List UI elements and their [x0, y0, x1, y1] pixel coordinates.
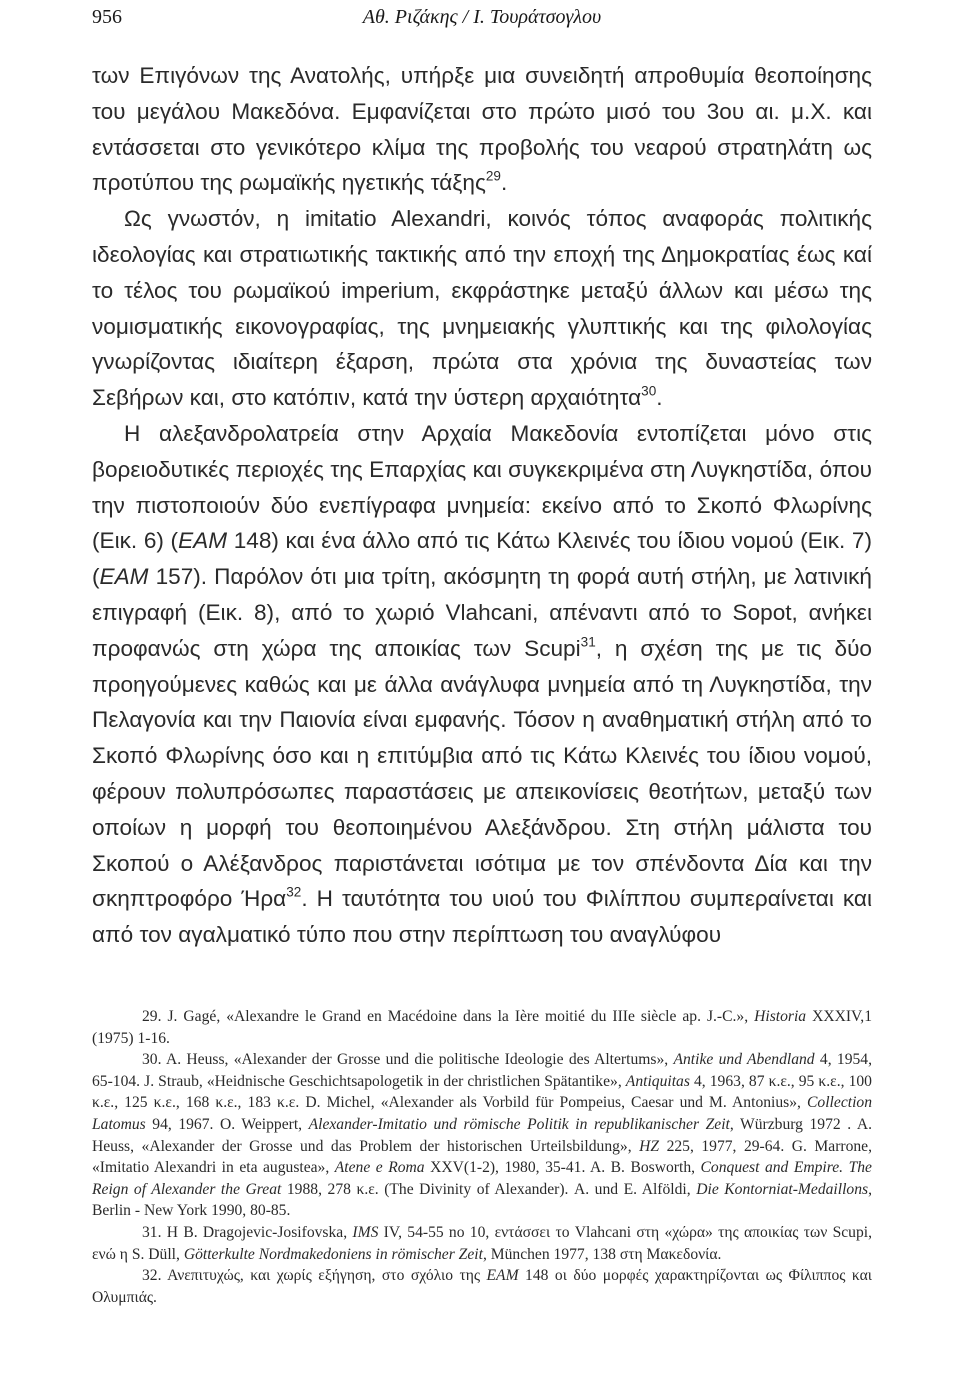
running-head: Αθ. Ριζάκης / Ι. Τουράτσογλου — [362, 6, 602, 28]
footnote-text: 4, 1954, 65-104. J. Straub, «Heidnische Geschichtsapologetik in der christlichen Spätantike», — [92, 1051, 872, 1090]
footnote-italic: Antiquitas — [625, 1072, 690, 1090]
footnote-text: , Würzburg 1972 . A. Heuss, «Alexander der Grosse und das Problem der historischen Urteilsbildung», — [92, 1115, 872, 1155]
footnote-text: , Berlin - New York 1990, 80-85. — [92, 1180, 872, 1220]
paragraph-1: των Επιγόνων της Ανατολής, υπήρξε μια συνειδητή απροθυμία θεοποίησης του μεγάλου Μακεδόνα. Εμφανίζεται στο πρώτο μισό του 3ου αι. μ.Χ. και εντάσσεται στο γενικότερο κλίμα της προβολής του νεαρού στρατηλάτη ως προτύπου της ρωμαϊκής ηγετικής τάξης$^{29}$. — [92, 63, 872, 196]
footnote-text: 4, 1963, 87 κ.ε., 95 κ.ε., 100 κ.ε., 125 κ.ε., 168 κ.ε., 183 κ.ε. D. Michel, «Alexander als Vorbild für Pompeius, Caesar und M. Antonius», — [92, 1072, 872, 1112]
footnote-ref-32: 32 — [286, 884, 302, 900]
footnote-32 — [92, 1265, 872, 1308]
footnote-text: 148 οι δύο μορφές χαρακτηρίζονται ως Φίλιππος και Ολυμπιάς. — [92, 1267, 872, 1306]
footnote-italic: HZ — [639, 1137, 660, 1155]
paragraph-text: Η αλεξανδρολατρεία στην Αρχαία Μακεδονία εντοπίζεται μόνο στις βορειοδυτικές περιοχές της Επαρχίας και συγκεκριμένα στη Λυγκηστίδα, όπου την πιστοποιούν δύο ενεπίγραφα μνημεία: εκείνο από το Σκοπό Φλωρίνης (Εικ. 6) ( — [92, 420, 872, 554]
footnote-italic: Atene e Roma — [334, 1159, 425, 1177]
footnote-italic: Götterkulte Nordmakedoniens in römischer Zeit — [183, 1245, 483, 1263]
paragraph-3 — [92, 416, 872, 953]
footnote-italic: Conquest and Empire. The Reign of Alexander the Great — [92, 1159, 872, 1198]
footnote-text: 30. A. Heuss, «Alexander der Grosse und die politische Ideologie des Altertums», — [142, 1051, 674, 1069]
footnote-31 — [92, 1222, 872, 1265]
footnote-text: 32. Ανεπιτυχώς, και χωρίς εξήγηση, στο σχόλιο της — [142, 1267, 487, 1285]
footnote-text: 1988, 278 κ.ε. (The Divinity of Alexander). A. und E. Alföldi, — [281, 1180, 697, 1198]
footnote-29 — [92, 1006, 872, 1049]
footnote-italic: ΕΑΜ — [486, 1267, 519, 1285]
footnote-text: IV, 54-55 no 10, εντάσσει το Vlahcani στη «χώρα» της αποικίας των Scupi, ενώ η S. Düll, — [92, 1223, 873, 1263]
paragraph-text: . Η ταυτότητα του υιού του Φιλίππου συμπεραίνεται και από τον αγαλματικό τύπο που στην περίπτωση του αναγλύφου — [92, 886, 872, 948]
paragraph-text: 148) και ένα άλλο από τις Κάτω Κλεινές του ίδιου νομού (Εικ. 7) ( — [92, 528, 873, 590]
footnotes — [92, 1006, 872, 1308]
footnote-italic: Historia — [754, 1008, 807, 1025]
footnote-text: 94, 1967. O. Weippert, — [145, 1115, 309, 1133]
eam-abbrev: ΕΑΜ — [178, 528, 228, 554]
page-header — [92, 6, 872, 30]
paragraph-text: 157). Παρόλον ότι μια τρίτη, ακόσμητη τη φορά αυτή στήλη, με λατινική επιγραφή (Εικ. 8), από το χωριό Vlahcani, απέναντι από το Sopot, ανήκει προφανώς στη χώρα της αποικίας των Scupi — [92, 564, 872, 661]
paragraph-text: των Επιγόνων της Ανατολής, υπήρξε μια συνειδητή απροθυμία θεοποίησης του μεγάλου Μακεδόνα. Εμφανίζεται στο πρώτο μισό του 3ου αι. μ.Χ. και εντάσσεται στο γενικότερο κλίμα της προβολής του νεαρού στρατηλάτη ως προτύπου της ρωμαϊκής ηγετικής τάξης — [92, 63, 872, 196]
main-text — [92, 58, 872, 953]
footnote-text: XXXIV,1 (1975) 1-16. — [92, 1008, 872, 1047]
footnote-italic: Alexander-Imitatio und römische Politik in republikanischer Zeit — [308, 1115, 730, 1133]
footnote-30 — [92, 1049, 872, 1222]
footnote-text: 31. Η B. Dragojevic-Josifovska, — [142, 1223, 353, 1241]
footnote-text: 225, 1977, 29-64. G. Marrone, «Imitatio Alexandri in eta augustea», — [92, 1137, 872, 1177]
footnote-italic: Die Kontorniat-Medaillons — [696, 1180, 869, 1198]
footnote-ref-30: 30 — [641, 383, 657, 399]
footnote-italic: IMS — [352, 1223, 379, 1241]
footnote-ref-29: 29 — [485, 168, 501, 184]
footnote-text: , München 1977, 138 στη Μακεδονία. — [482, 1245, 722, 1263]
eam-abbrev: ΕΑΜ — [99, 564, 149, 590]
page-number: 956 — [92, 6, 122, 28]
paragraph-2: Ως γνωστόν, η imitatio Alexandri, κοινός τόπος αναφοράς πολιτικής ιδεολογίας και στρατιωτικής τακτικής από την εποχή της Δημοκρατίας έως καί το τέλος του ρωμαϊκού imperium, εκφράστηκε μεταξύ άλλων και μέσω της νομισματικής εικονογραφίας, της μνημειακής γλυπτικής και της φιλολογίας γνωρίζοντας ιδιαίτερη έξαρση, πρώτα στα χρόνια της δυναστείας των Σεβήρων και, στο κατόπιν, κατά την ύστερη αρχαιότητα$^{30}$. — [92, 206, 872, 411]
paragraph-text: , η σχέση της με τις δύο προηγούμενες καθώς και με άλλα ανάγλυφα μνημεία από τη Λυγκηστίδα, την Πελαγονία και την Παιονία είναι εμφανής. Τόσον η αναθηματική στήλη από το Σκοπό Φλωρίνης όσο και η επιτύμβια από τις Κάτω Κλεινές του ίδιου νομού, φέρουν πολυπρόσωπες παραστάσεις με απεικονίσεις θεοτήτων, μεταξύ των οποίων η μορφή του θεοποιημένου Αλεξάνδρου. Στη στήλη μάλιστα του Σκοπού ο Αλέξανδρος παριστάνεται ισότιμα με τον σπένδοντα Δία και την σκηπτροφόρο Ήρα — [92, 635, 872, 912]
footnote-italic: Antike und Abendland — [673, 1051, 815, 1069]
paragraph-text: Ως γνωστόν, η imitatio Alexandri, κοινός τόπος αναφοράς πολιτικής ιδεολογίας και στρατιωτικής τακτικής από την εποχή της Δημοκρατίας έως καί το τέλος του ρωμαϊκού imperium, εκφράστηκε μεταξύ άλλων και μέσω της νομισματικής εικονογραφίας, της μνημειακής γλυπτικής και της φιλολογίας γνωρίζοντας ιδιαίτερη έξαρση, πρώτα στα χρόνια της δυναστείας των Σεβήρων και, στο κατόπιν, κατά την ύστερη αρχαιότητα — [92, 206, 872, 411]
footnote-text: XXV(1-2), 1980, 35-41. A. B. Bosworth, — [424, 1159, 701, 1177]
footnote-text: 29. J. Gagé, «Alexandre le Grand en Macédoine dans la Ière moitié du IIIe siècle ap. J.-C.», — [142, 1008, 755, 1025]
footnote-ref-31: 31 — [580, 634, 596, 650]
footnote-italic: Collection Latomus — [92, 1094, 872, 1133]
